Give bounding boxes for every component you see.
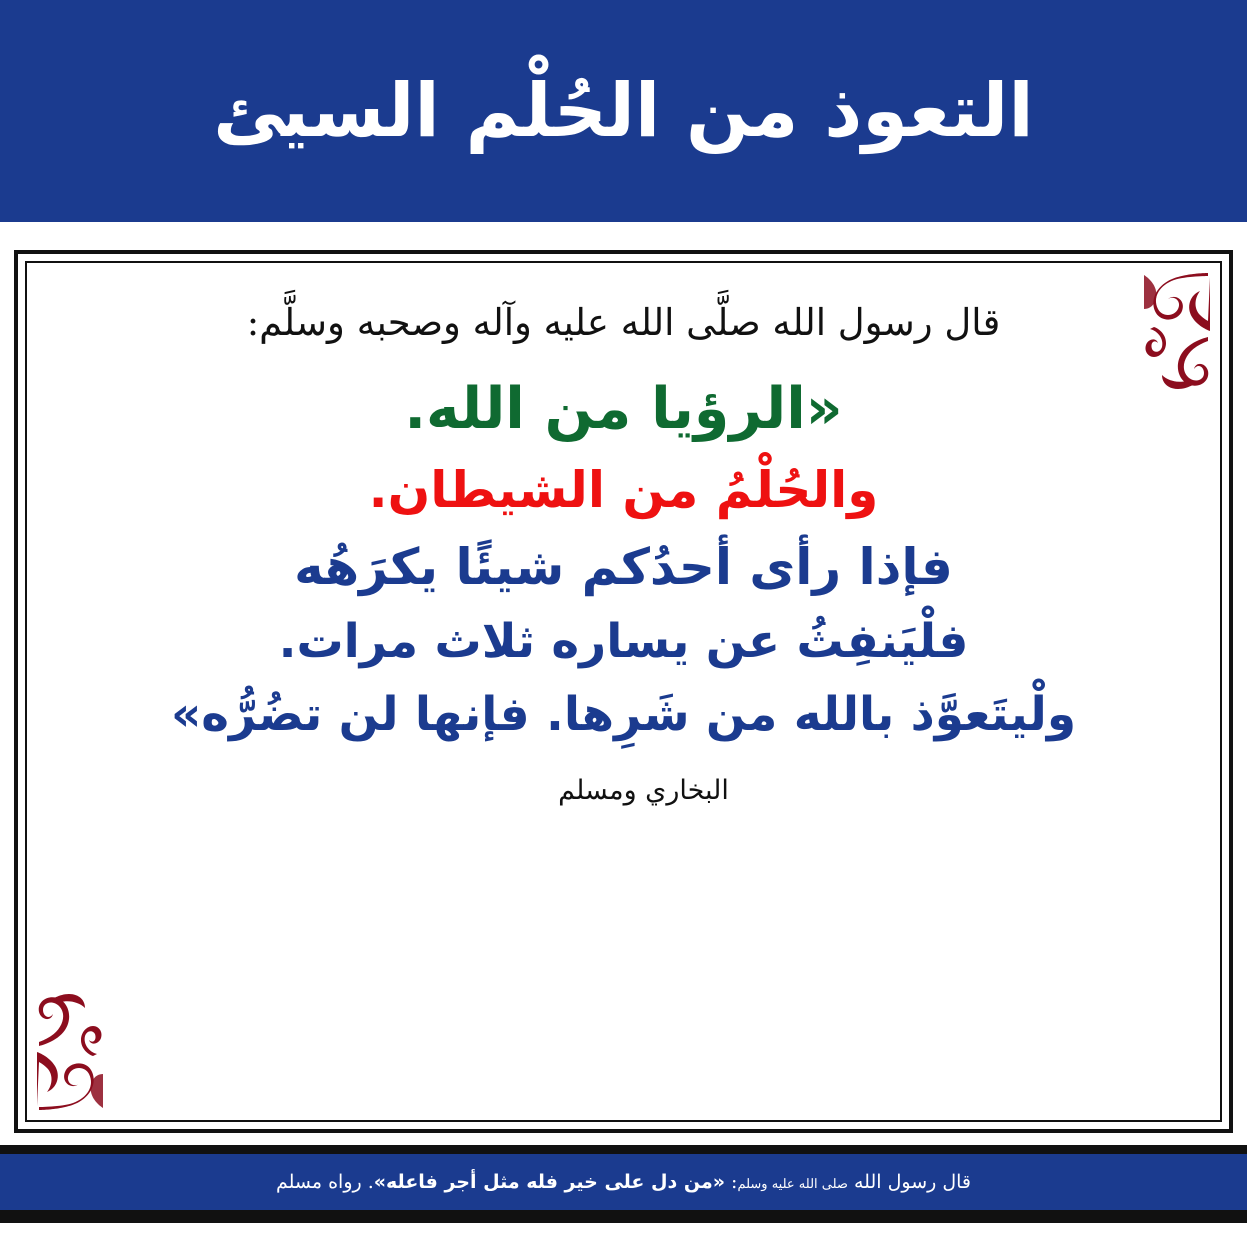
footer-quote: «من دل على خير فله مثل أجر فاعله»	[373, 1171, 725, 1193]
hadith-line: ولْيتَعوَّذ بالله من شَرِها. فإنها لن تضُرُّه»	[170, 687, 1077, 743]
page-title: التعوذ من الحُلْم السيئ	[213, 67, 1034, 154]
hadith-card	[25, 261, 1222, 1122]
footer-bottom-rule	[0, 1210, 1247, 1223]
hadith-body	[61, 369, 1186, 749]
footer-suffix: . رواه مسلم	[276, 1171, 374, 1193]
footer-top-rule	[0, 1145, 1247, 1154]
floral-corner-ornament-icon	[35, 987, 109, 1112]
header-banner	[0, 0, 1247, 222]
footer-padding	[0, 1223, 1247, 1247]
footer-honorific: صلى الله عليه وسلم	[737, 1177, 848, 1192]
card-footer-gap	[0, 1133, 1247, 1145]
card-wrapper	[0, 250, 1247, 1133]
hadith-intro: قال رسول الله صلَّى الله عليه وآله وصحبه وسلَّم:	[246, 301, 1001, 344]
hadith-card-outer-frame	[14, 250, 1233, 1133]
hadith-line: فلْيَنفِثُ عن يساره ثلاث مرات.	[278, 614, 969, 670]
footer-colon: :	[731, 1171, 738, 1193]
footer-banner	[0, 1154, 1247, 1210]
hadith-source: البخاري ومسلم	[558, 774, 729, 806]
footer-text	[276, 1171, 971, 1193]
hadith-line: «الرؤيا من الله.	[404, 375, 843, 442]
footer-prefix: قال رسول الله	[854, 1171, 972, 1193]
hadith-line: والحُلْمُ من الشيطان.	[368, 461, 879, 520]
hadith-line: فإذا رأى أحدُكم شيئًا يكرَهُه	[294, 538, 953, 597]
header-card-gap	[0, 222, 1247, 250]
